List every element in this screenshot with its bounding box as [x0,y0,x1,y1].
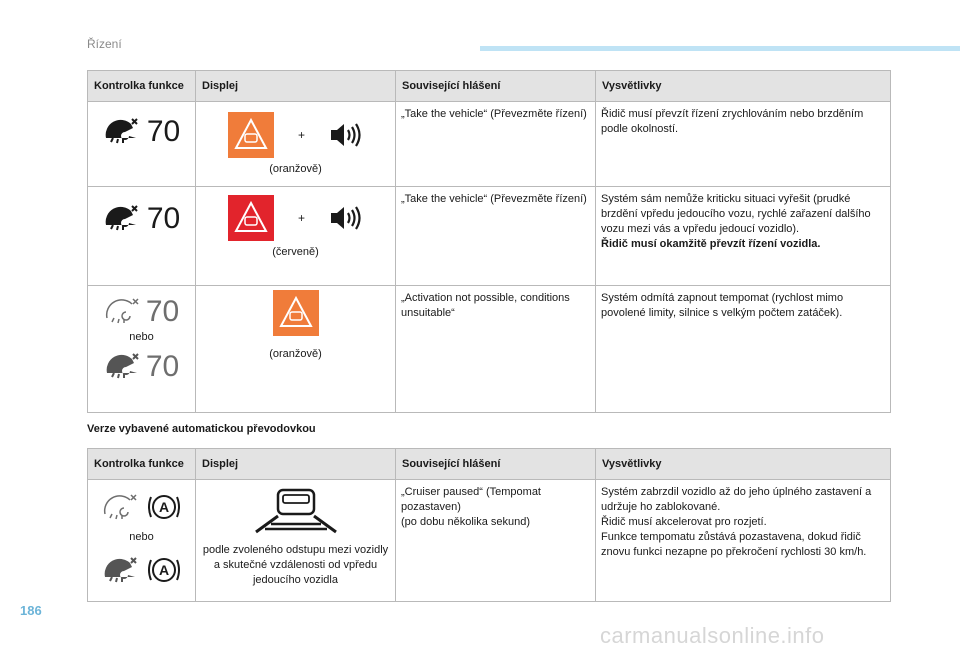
chapter-title: Řízení [87,37,122,51]
or-label: nebo [129,531,154,543]
cruise-warnings-table [87,70,891,413]
col-header-display: Displej [196,449,396,480]
speedometer-outline-icon [102,492,138,522]
table-row [88,480,891,602]
collision-warning-icon [228,195,274,241]
speed-value: 70 [146,201,181,235]
header-accent-bar [480,46,960,51]
display-color-note: (červeně) [272,246,319,258]
sound-alert-icon [329,121,363,149]
speedometer-icon [102,555,138,585]
plus-sign: + [297,127,305,142]
speed-value: 70 [145,294,180,328]
speedometer-icon [104,351,140,381]
speedometer-icon [103,116,139,146]
message-cell: „Take the vehicle“ (Převezměte řízení) [396,187,596,286]
sound-alert-icon [329,204,363,232]
table-header-row [88,449,891,480]
display-cell [196,102,396,187]
svg-text:A: A [158,562,169,578]
table-row [88,286,891,413]
lamp-cell [88,286,196,413]
explanation-cell: Řidič musí převzít řízení zrychlováním nebo brzděním podle okolností. [596,102,891,187]
message-cell: „Cruiser paused“ (Tempomat pozastaven) (po dobu několika sekund) [396,480,596,602]
watermark: carmanualsonline.info [600,623,825,648]
display-color-note: (oranžově) [269,163,322,175]
svg-text:A: A [158,499,169,515]
speedometer-outline-icon [104,296,140,326]
table-row [88,102,891,187]
display-color-note: (oranžově) [269,348,322,360]
collision-warning-icon [273,290,319,336]
speed-value: 70 [146,114,181,148]
col-header-explanation: Vysvětlivky [596,71,891,102]
automatic-gearbox-table [87,448,891,602]
col-header-lamp: Kontrolka funkce [88,449,196,480]
or-label: nebo [129,331,154,343]
lamp-cell [88,102,196,187]
col-header-message: Související hlášení [396,449,596,480]
table-header-row [88,71,891,102]
display-cell [196,286,396,413]
page-number: 186 [20,603,42,618]
col-header-message: Související hlášení [396,71,596,102]
section-title: Verze vybavené automatickou převodovkou [87,423,316,435]
auto-hold-icon [146,553,182,587]
message-cell: „Activation not possible, conditions unsuitable“ [396,286,596,413]
speedometer-icon [103,203,139,233]
following-distance-icon [241,486,351,534]
speed-value: 70 [145,349,180,383]
col-header-lamp: Kontrolka funkce [88,71,196,102]
display-note: podle zvoleného odstupu mezi vozidly a skutečné vzdálenosti od vpředu jedoucího vozidla [202,544,389,586]
explanation-cell: Systém zabrzdil vozidlo až do jeho úplného zastavení a udržuje ho zablokované. Řidič musí akcelerovat pro rozjetí. Funkce tempomatu zůstává pozastavena, dokud řidič znovu funkci nezapne po překročení rychlosti 30 km/h. [596,480,891,602]
lamp-cell [88,480,196,602]
explanation-cell: Systém odmítá zapnout tempomat (rychlost mimo povolené limity, silnice s velkým počtem zatáček). [596,286,891,413]
explanation-cell: Systém sám nemůže kriticku situaci vyřešit (prudké brzdění vpředu jedoucího vozu, rychlé zařazení dalšího vozu mezi vás a vpředu jedoucí vozidlo). Řidič musí okamžitě převzít řízení vozidla. [596,187,891,286]
lamp-cell [88,187,196,286]
collision-warning-icon [228,112,274,158]
plus-sign: + [297,210,305,225]
message-cell: „Take the vehicle“ (Převezměte řízení) [396,102,596,187]
table-row [88,187,891,286]
col-header-explanation: Vysvětlivky [596,449,891,480]
display-cell [196,480,396,602]
display-cell [196,187,396,286]
col-header-display: Displej [196,71,396,102]
auto-hold-icon [146,490,182,524]
